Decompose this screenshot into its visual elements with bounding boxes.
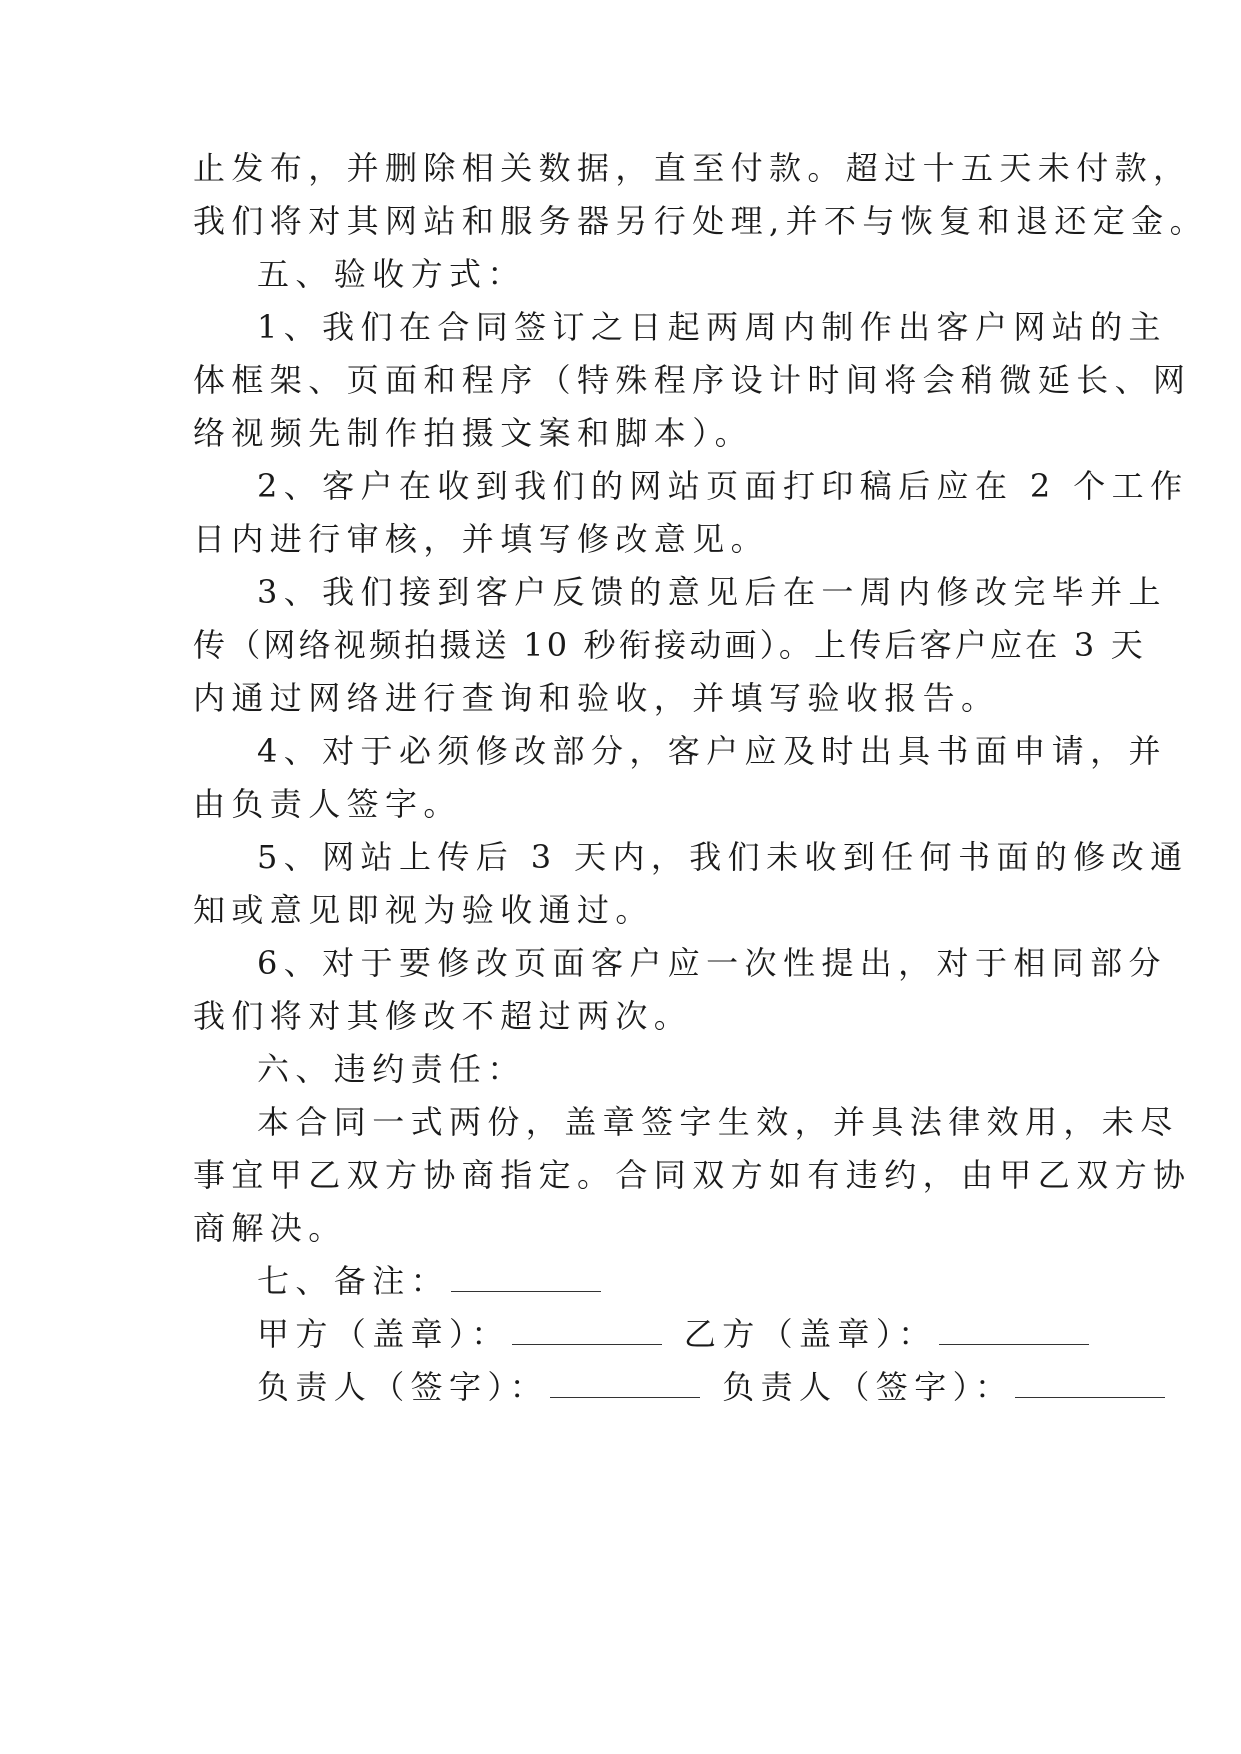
party-b-signer-label: 负责人（签字）： <box>722 1368 1014 1406</box>
body-line: 本合同一式两份，盖章签字生效，并具法律效用，未尽 <box>257 1103 1179 1141</box>
body-line: 止发布，并删除相关数据，直至付款。超过十五天未付款， <box>193 149 1192 187</box>
remarks-row <box>257 1261 601 1301</box>
seal-row <box>257 1314 1089 1354</box>
party-b-seal-blank <box>939 1318 1089 1345</box>
body-line: 5、网站上传后 3 天内，我们未收到任何书面的修改通 <box>257 838 1189 876</box>
party-b-signer-blank <box>1015 1371 1165 1398</box>
body-line: 1、我们在合同签订之日起两周内制作出客户网站的主 <box>257 308 1167 346</box>
body-line: 知或意见即视为验收通过。 <box>193 891 654 929</box>
party-a-signer-blank <box>550 1371 700 1398</box>
party-a-seal-blank <box>512 1318 662 1345</box>
body-line: 4、对于必须修改部分，客户应及时出具书面申请，并 <box>257 732 1167 770</box>
body-line: 我们将对其修改不超过两次。 <box>193 997 693 1035</box>
remarks-label: 七、备注： <box>257 1262 450 1300</box>
section-heading-liability: 六、违约责任： <box>257 1050 526 1088</box>
body-line: 内通过网络进行查询和验收，并填写验收报告。 <box>193 679 1000 717</box>
signer-row <box>257 1367 1165 1407</box>
body-line: 6、对于要修改页面客户应一次性提出，对于相同部分 <box>257 944 1167 982</box>
body-line: 事宜甲乙双方协商指定。合同双方如有违约，由甲乙双方协 <box>193 1156 1192 1194</box>
body-line: 络视频先制作拍摄文案和脚本）。 <box>193 414 754 452</box>
body-line: 我们将对其网站和服务器另行处理,并不与恢复和退还定金。 <box>193 202 1208 240</box>
party-b-seal-label: 乙方（盖章）： <box>683 1315 937 1353</box>
body-line: 日内进行审核，并填写修改意见。 <box>193 520 770 558</box>
section-heading-acceptance: 五、验收方式： <box>257 255 526 293</box>
party-a-signer-label: 负责人（签字）： <box>257 1368 549 1406</box>
remarks-blank <box>451 1265 601 1292</box>
body-line: 3、我们接到客户反馈的意见后在一周内修改完毕并上 <box>257 573 1167 611</box>
body-line: 商解决。 <box>193 1209 347 1247</box>
body-line: 由负责人签字。 <box>193 785 462 823</box>
party-a-seal-label: 甲方（盖章）： <box>257 1315 510 1353</box>
body-line: 传（网络视频拍摄送 10 秒衔接动画）。上传后客户应在 3 天 <box>193 626 1146 664</box>
body-line: 2、客户在收到我们的网站页面打印稿后应在 2 个工作 <box>257 467 1189 505</box>
body-line: 体框架、页面和程序（特殊程序设计时间将会稍微延长、网 <box>193 361 1192 399</box>
